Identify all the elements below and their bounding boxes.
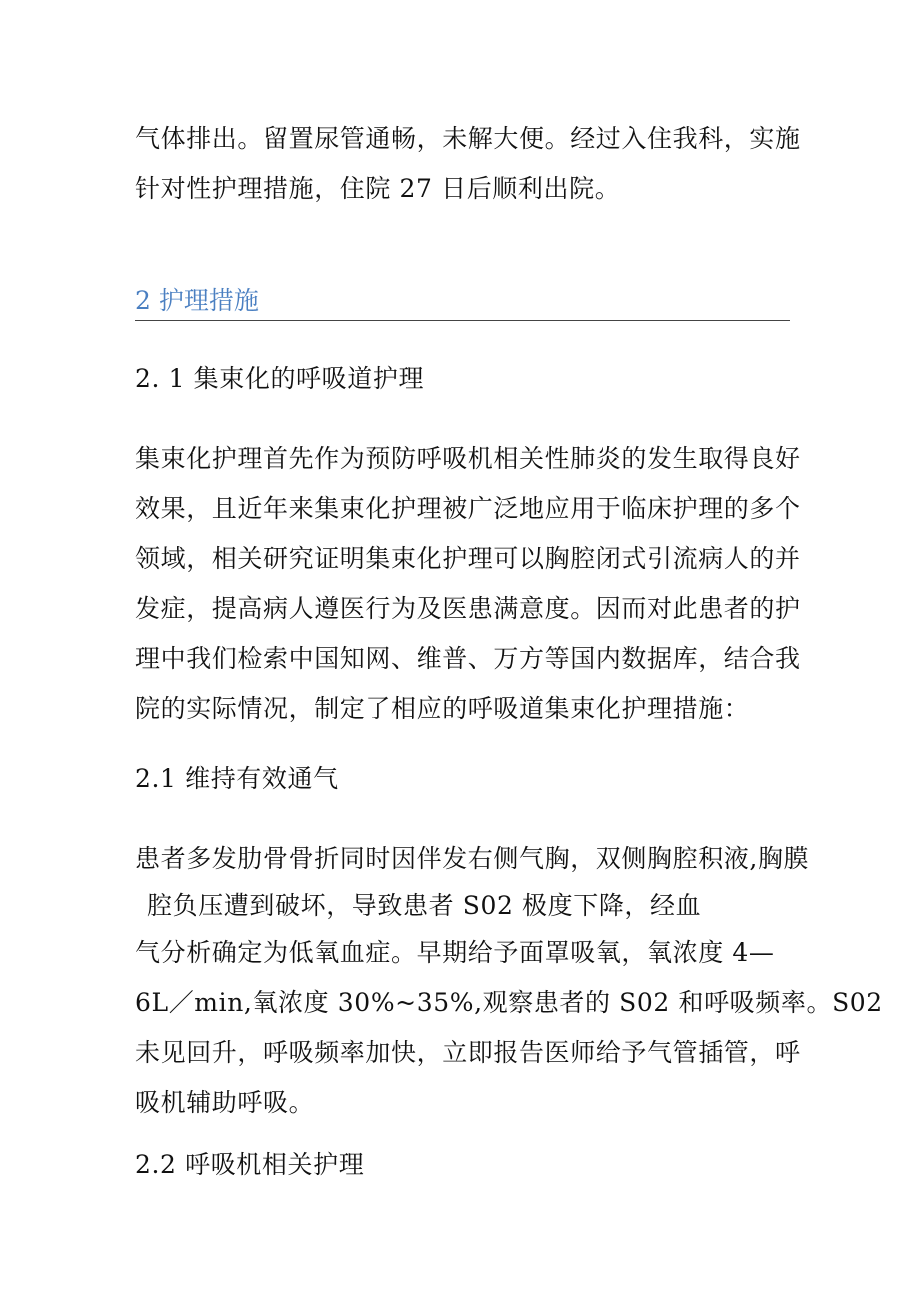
bundle-paragraph-line-3: 领域，相关研究证明集束化护理可以胸腔闭式引流病人的并 [135, 544, 801, 573]
ventilation-paragraph-line-1: 患者多发肋骨骨折同时因伴发右侧气胸，双侧胸腔积液,胸膜 [135, 844, 810, 873]
subheading-ventilator-care: 2.2 呼吸机相关护理 [135, 1150, 365, 1179]
bundle-paragraph-line-4: 发症，提高病人遵医行为及医患满意度。因而对此患者的护 [135, 594, 801, 623]
bundle-paragraph-line-1: 集束化护理首先作为预防呼吸机相关性肺炎的发生取得良好 [135, 444, 801, 473]
heading-divider [135, 320, 790, 321]
ventilation-paragraph-line-2: 腔负压遭到破坏，导致患者 S02 极度下降，经血 [147, 891, 702, 920]
bundle-paragraph-line-5: 理中我们检索中国知网、维普、万方等国内数据库，结合我 [135, 644, 801, 673]
bundle-paragraph-line-2: 效果，且近年来集束化护理被广泛地应用于临床护理的多个 [135, 494, 801, 523]
bundle-paragraph-line-6: 院的实际情况，制定了相应的呼吸道集束化护理措施： [135, 694, 750, 723]
section-heading-nursing-measures: 2 护理措施 [135, 286, 259, 315]
ventilation-paragraph-line-5: 未见回升，呼吸频率加快，立即报告医师给予气管插管，呼 [135, 1038, 801, 1067]
intro-line-2: 针对性护理措施，住院 27 日后顺利出院。 [135, 174, 621, 203]
intro-line-1: 气体排出。留置尿管通畅，未解大便。经过入住我科，实施 [135, 124, 801, 153]
ventilation-paragraph-line-6: 吸机辅助呼吸。 [135, 1088, 315, 1117]
subheading-bundle-airway-care: 2. 1 集束化的呼吸道护理 [135, 364, 425, 393]
ventilation-paragraph-line-3: 气分析确定为低氧血症。早期给予面罩吸氧，氧浓度 4— [135, 938, 775, 967]
ventilation-paragraph-line-4: 6L／min,氧浓度 30%~35%,观察患者的 S02 和呼吸频率。S02 [135, 988, 883, 1017]
subheading-maintain-ventilation: 2.1 维持有效通气 [135, 764, 339, 793]
